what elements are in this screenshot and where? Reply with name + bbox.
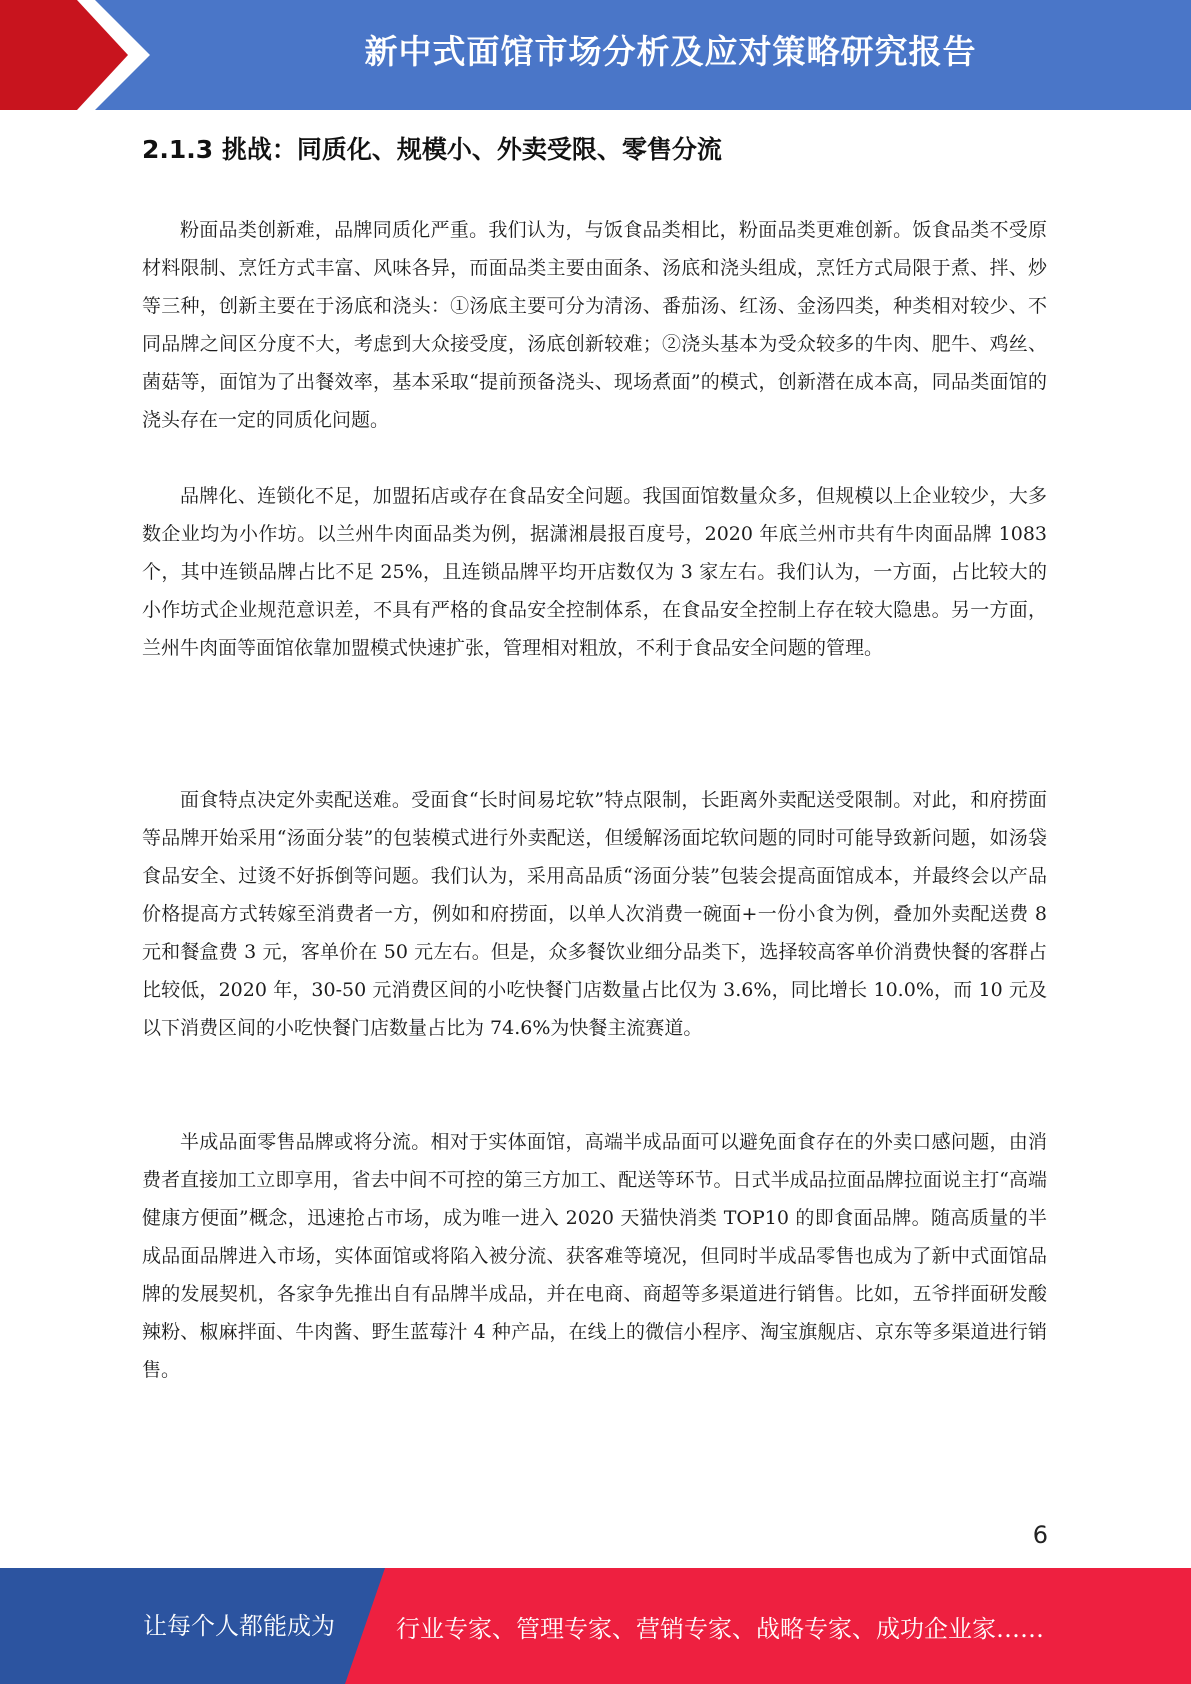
paragraph-chain-scale: 品牌化、连锁化不足，加盟拓店或存在食品安全问题。我国面馆数量众多，但规模以上企业较少，大多数企业均为小作坊。以兰州牛肉面品类为例，据潇湘晨报百度号，2020 年底兰州市共有牛肉面品牌 1083 个，其中连锁品牌占比不足 25%，且连锁品牌平均开店数仅为 3 家左右。我们认为，一方面，占比较大的小作坊式企业规范意识差，不具有严格的食品安全控制体系，在食品安全控制上存在较大隐患。另一方面，兰州牛肉面等面馆依靠加盟模式快速扩张，管理相对粗放，不利于食品安全问题的管理。 — [142, 485, 1047, 659]
footer-slogan-left: 让每个人都能成为 — [143, 1612, 335, 1640]
header-arrow-logo — [0, 0, 160, 110]
section-heading: 2.1.3 挑战：同质化、规模小、外卖受限、零售分流 — [142, 135, 722, 164]
paragraph-homogeneity: 粉面品类创新难，品牌同质化严重。我们认为，与饭食品类相比，粉面品类更难创新。饭食品类不受原材料限制、烹饪方式丰富、风味各异，而面品类主要由面条、汤底和浇头组成，烹饪方式局限于煮、拌、炒等三种，创新主要在于汤底和浇头：①汤底主要可分为清汤、番茄汤、红汤、金汤四类，种类相对较少、不同品牌之间区分度不大，考虑到大众接受度，汤底创新较难；②浇头基本为受众较多的牛肉、肥牛、鸡丝、菌菇等，面馆为了出餐效率，基本采取“提前预备浇头、现场煮面”的模式，创新潜在成本高，同品类面馆的浇头存在一定的同质化问题。 — [142, 219, 1047, 431]
page-number: 6 — [1032, 1521, 1048, 1549]
footer-slogan-right: 行业专家、管理专家、营销专家、战略专家、成功企业家…… — [396, 1615, 1044, 1643]
paragraph-delivery: 面食特点决定外卖配送难。受面食“长时间易坨软”特点限制，长距离外卖配送受限制。对此，和府捞面等品牌开始采用“汤面分装”的包装模式进行外卖配送，但缓解汤面坨软问题的同时可能导致新问题，如汤袋食品安全、过烫不好拆倒等问题。我们认为，采用高品质“汤面分装”包装会提高面馆成本，并最终会以产品价格提高方式转嫁至消费者一方，例如和府捞面，以单人次消费一碗面+一份小食为例，叠加外卖配送费 8 元和餐盒费 3 元，客单价在 50 元左右。但是，众多餐饮业细分品类下，选择较高客单价消费快餐的客群占比较低，2020 年，30-50 元消费区间的小吃快餐门店数量占比仅为 3.6%，同比增长 10.0%，而 10 元及以下消费区间的小吃快餐门店数量占比为 74.6%为快餐主流赛道。 — [142, 789, 1047, 1039]
report-title: 新中式面馆市场分析及应对策略研究报告 — [364, 32, 977, 71]
footer-banner — [0, 1568, 1191, 1684]
header-banner — [0, 0, 1191, 110]
paragraph-retail: 半成品面零售品牌或将分流。相对于实体面馆，高端半成品面可以避免面食存在的外卖口感问题，由消费者直接加工立即享用，省去中间不可控的第三方加工、配送等环节。日式半成品拉面品牌拉面说主打“高端健康方便面”概念，迅速抢占市场，成为唯一进入 2020 天猫快消类 TOP10 的即食面品牌。随高质量的半成品面品牌进入市场，实体面馆或将陷入被分流、获客难等境况，但同时半成品零售也成为了新中式面馆品牌的发展契机，各家争先推出自有品牌半成品，并在电商、商超等多渠道进行销售。比如，五爷拌面研发酸辣粉、椒麻拌面、牛肉酱、野生蓝莓汁 4 种产品，在线上的微信小程序、淘宝旗舰店、京东等多渠道进行销售。 — [142, 1131, 1047, 1381]
